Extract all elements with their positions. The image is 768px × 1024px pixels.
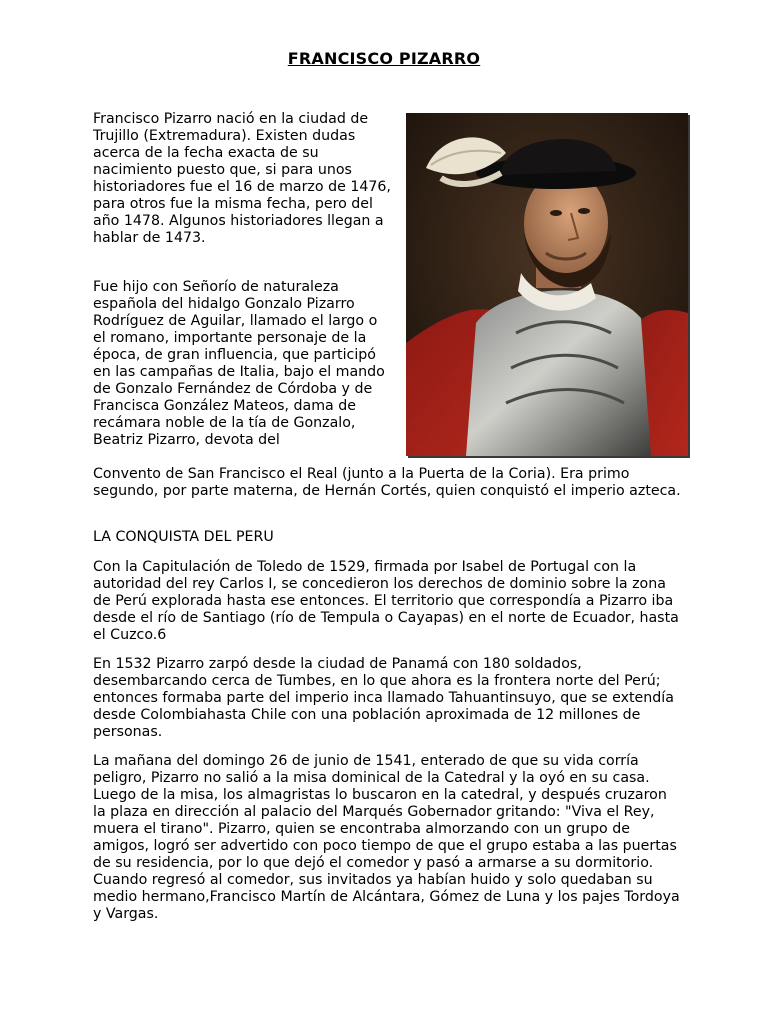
- paragraph-capitulacion: Con la Capitulación de Toledo de 1529, firmada por Isabel de Portugal con la autoridad del rey Carlos I, se concedieron los derechos de dominio sobre la zona de Perú explorada hasta ese entonces. El territorio que correspondía a Pizarro iba desde el río de Santiago (río de Tempula o Cayapas) en el norte de Ecuador, hasta el Cuzco.6: [93, 559, 679, 643]
- page-title: FRANCISCO PIZARRO: [287, 49, 481, 68]
- paragraph-expedition: En 1532 Pizarro zarpó desde la ciudad de Panamá con 180 soldados, desembarcando cerca de Tumbes, en lo que ahora es la frontera norte del Perú; entonces formaba parte del imperio inca llamado Tahuantinsuyo, que se extendía desde Colombiahasta Chile con una población aproximada de 12 millones de personas.: [93, 656, 674, 740]
- paragraph-death: La mañana del domingo 26 de junio de 1541, enterado de que su vida corría peligro, Pizarro no salió a la misa dominical de la Catedral y la oyó en su casa. Luego de la misa, los almagristas lo buscaron en la catedral, y después cruzaron la plaza en dirección al palacio del Marqués Gobernador gritando: "Viva el Rey, muera el tirano". Pizarro, quien se encontraba almorzando con un grupo de amigos, logró ser advertido con poco tiempo de que el grupo estaba a las puertas de su residencia, por lo que dejó el comedor y pasó a armarse a su dormitorio. Cuando regresó al comedor, sus invitados ya habían huido y solo quedaban su medio hermano,Francisco Martín de Alcántara, Gómez de Luna y los pajes Tordoya y Vargas.: [93, 753, 680, 922]
- portrait-image: [406, 113, 688, 456]
- paragraph-birth: Francisco Pizarro nació en la ciudad de Trujillo (Extremadura). Existen dudas acerca de la fecha exacta de su nacimiento puesto que, si para unos historiadores fue el 16 de marzo de 1476, para otros fue la misma fecha, pero del año 1478. Algunos historiadores llegan a hablar de 1473.: [93, 111, 391, 246]
- section-heading-conquista: LA CONQUISTA DEL PERU: [93, 529, 274, 545]
- paragraph-family: Fue hijo con Señorío de naturaleza española del hidalgo Gonzalo Pizarro Rodríguez de Aguilar, llamado el largo o el romano, importante personaje de la época, de gran influencia, que participó en las campañas de Italia, bajo el mando de Gonzalo Fernández de Córdoba y de Francisca González Mateos, dama de recámara noble de la tía de Gonzalo, Beatriz Pizarro, devota del: [93, 279, 385, 448]
- paragraph-family-continued: Convento de San Francisco el Real (junto a la Puerta de la Coria). Era primo segundo, por parte materna, de Hernán Cortés, quien conquistó el imperio azteca.: [93, 466, 681, 499]
